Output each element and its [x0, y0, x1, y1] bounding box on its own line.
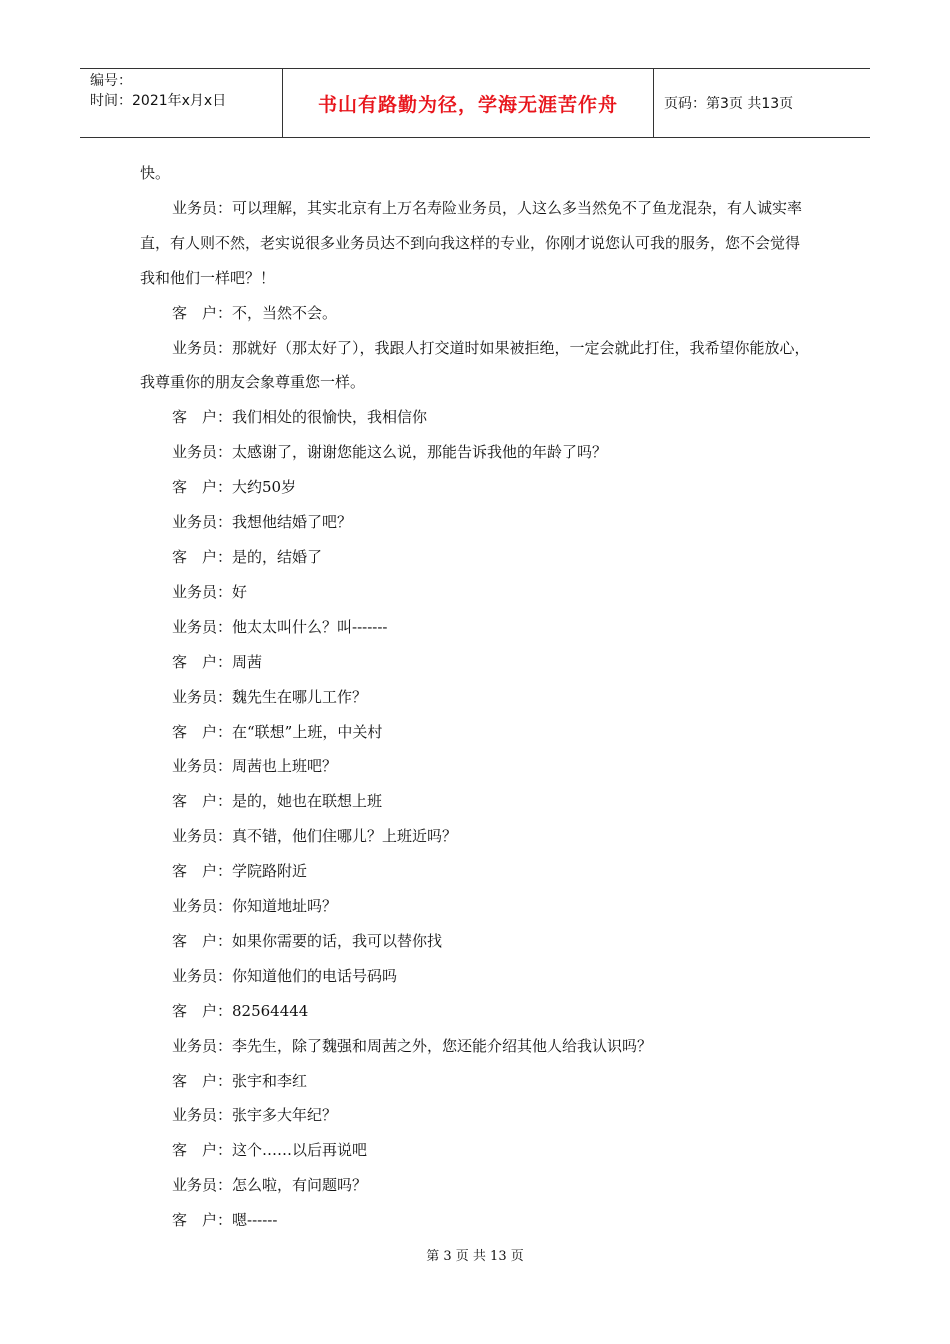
header-meta — [80, 69, 282, 137]
dialogue-line: 客 户：嗯------ — [172, 1211, 278, 1230]
dialogue-line: 业务员：那就好（那太好了），我跟人打交道时如果被拒绝，一定会就此打住，我希望你能放心，我尊重你的朋友会象尊重您一样。 — [140, 338, 810, 392]
dialogue-line: 客 户：如果你需要的话，我可以替你找 — [172, 931, 443, 950]
paragraph-continuation: 快。 — [140, 164, 171, 182]
dialogue-line: 业务员：好 — [172, 582, 248, 601]
dialogue-line: 业务员：周茜也上班吧？ — [172, 757, 338, 776]
dialogue-line: 业务员：你知道地址吗？ — [172, 897, 338, 916]
dialogue-line: 客 户：是的，结婚了 — [172, 547, 323, 566]
dialogue-line: 业务员：怎么啦，有问题吗？ — [172, 1176, 368, 1195]
dialogue-line: 业务员：可以理解，其实北京有上万名寿险业务员，人这么多当然免不了鱼龙混杂，有人诚实率直，有人则不然，老实说很多业务员达不到向我这样的专业，你刚才说您认可我的服务，您不会觉得我和他们一样吧？！ — [140, 198, 803, 287]
dialogue-line: 业务员：太感谢了，谢谢您能这么说，那能告诉我他的年龄了吗？ — [172, 443, 608, 462]
dialogue-line: 客 户：82564444 — [172, 1001, 309, 1020]
page-header — [80, 68, 870, 138]
dialogue-line: 业务员：张宇多大年纪？ — [172, 1106, 338, 1125]
dialogue-line: 业务员：你知道他们的电话号码吗 — [172, 966, 398, 985]
dialogue-line: 客 户：不，当然不会。 — [172, 303, 338, 322]
dialogue-line: 客 户：是的，她也在联想上班 — [172, 792, 383, 811]
dialogue-line: 客 户：在“联想”上班，中关村 — [172, 722, 383, 741]
document-body — [140, 156, 812, 1238]
page-footer: 第 3 页 共 13 页 — [426, 1249, 524, 1264]
document-date: 时间：2021年x月x日 — [90, 93, 227, 109]
dialogue-line: 客 户：这个……以后再说吧 — [172, 1141, 368, 1160]
dialogue-line: 客 户：大约50岁 — [172, 478, 297, 497]
dialogue-line: 客 户：我们相处的很愉快，我相信你 — [172, 408, 428, 427]
dialogue-line: 业务员：我想他结婚了吧？ — [172, 513, 353, 532]
dialogue-line: 客 户：周茜 — [172, 652, 263, 671]
header-motto: 书山有路勤为径，学海无涯苦作舟 — [282, 69, 654, 137]
dialogue-line: 业务员：他太太叫什么？叫------- — [172, 617, 388, 636]
dialogue-line: 业务员：魏先生在哪儿工作？ — [172, 687, 368, 706]
dialogue-line: 客 户：学院路附近 — [172, 862, 308, 881]
dialogue-line: 业务员：真不错，他们住哪儿？上班近吗？ — [172, 827, 458, 846]
dialogue-line: 业务员：李先生，除了魏强和周茜之外，您还能介绍其他人给我认识吗？ — [172, 1036, 653, 1055]
header-page-number: 页码：第3页 共13页 — [664, 96, 794, 112]
document-number-label: 编号： — [90, 73, 132, 89]
dialogue-line: 客 户：张宇和李红 — [172, 1071, 308, 1090]
